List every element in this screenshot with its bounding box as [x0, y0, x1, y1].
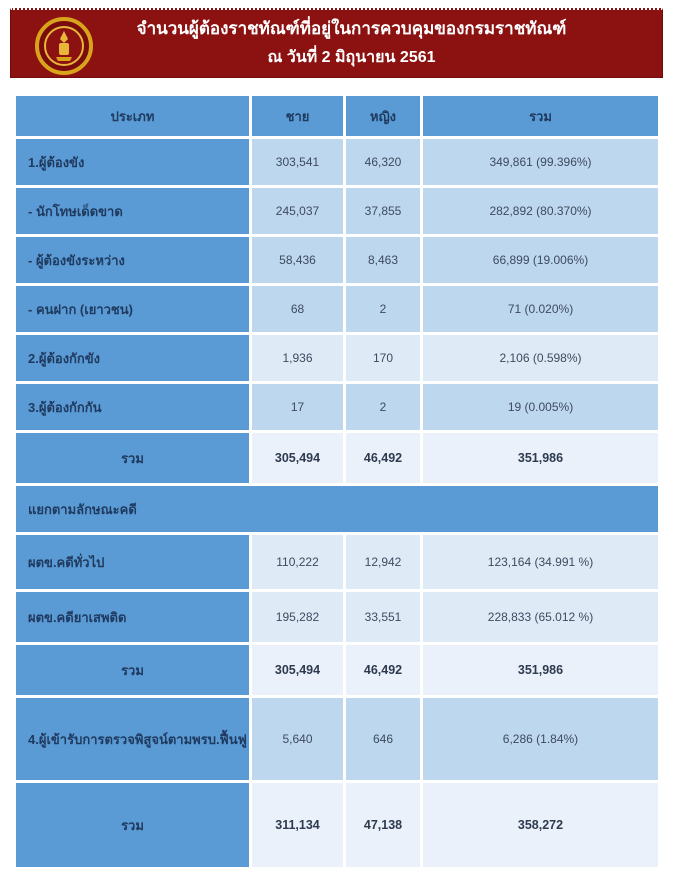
- prisoner-statistics-table: [16, 96, 658, 870]
- table-header-row: [16, 96, 658, 136]
- table-row: [16, 592, 658, 642]
- table-row: [16, 535, 658, 589]
- male-value: 305,494: [252, 645, 343, 695]
- male-value: 245,037: [252, 188, 343, 234]
- total-row-label: รวม: [16, 645, 249, 695]
- table-row: [16, 237, 658, 283]
- total-value: 123,164 (34.991 %): [423, 535, 658, 589]
- title-banner: [10, 8, 663, 78]
- total-value: 71 (0.020%): [423, 286, 658, 332]
- total-value: 6,286 (1.84%): [423, 698, 658, 780]
- male-value: 110,222: [252, 535, 343, 589]
- male-value: 311,134: [252, 783, 343, 867]
- female-value: 46,320: [346, 139, 420, 185]
- row-label: ผตข.คดีทั่วไป: [16, 535, 249, 589]
- total-value: 358,272: [423, 783, 658, 867]
- column-header-total: รวม: [423, 96, 658, 136]
- total-value: 66,899 (19.006%): [423, 237, 658, 283]
- female-value: 33,551: [346, 592, 420, 642]
- total-value: 2,106 (0.598%): [423, 335, 658, 381]
- section-band-case-type: แยกตามลักษณะคดี: [16, 486, 658, 532]
- page-title: [97, 16, 577, 70]
- table-row: [16, 188, 658, 234]
- table-row: [16, 698, 658, 780]
- female-value: 37,855: [346, 188, 420, 234]
- female-value: 46,492: [346, 433, 420, 483]
- row-label: 4.ผู้เข้ารับการตรวจพิสูจน์ตามพรบ.ฟื้นฟู: [16, 698, 249, 780]
- total-row-label: รวม: [16, 433, 249, 483]
- table-row: [16, 335, 658, 381]
- row-label: - คนฝาก (เยาวชน): [16, 286, 249, 332]
- department-of-corrections-seal-icon: [35, 17, 93, 75]
- column-header-male: ชาย: [252, 96, 343, 136]
- total-value: 228,833 (65.012 %): [423, 592, 658, 642]
- male-value: 1,936: [252, 335, 343, 381]
- male-value: 17: [252, 384, 343, 430]
- total-row-label: รวม: [16, 783, 249, 867]
- table-total-row: [16, 645, 658, 695]
- table-row: [16, 286, 658, 332]
- row-label: - ผู้ต้องขังระหว่าง: [16, 237, 249, 283]
- table-row: [16, 384, 658, 430]
- total-value: 351,986: [423, 433, 658, 483]
- female-value: 170: [346, 335, 420, 381]
- row-label: - นักโทษเด็ดขาด: [16, 188, 249, 234]
- column-header-female: หญิง: [346, 96, 420, 136]
- row-label: ผตข.คดียาเสพติด: [16, 592, 249, 642]
- row-label: 1.ผู้ต้องขัง: [16, 139, 249, 185]
- column-header-type: ประเภท: [16, 96, 249, 136]
- female-value: 47,138: [346, 783, 420, 867]
- page-title-line2: ณ วันที่ 2 มิถุนายน 2561: [267, 48, 436, 66]
- female-value: 46,492: [346, 645, 420, 695]
- female-value: 2: [346, 384, 420, 430]
- male-value: 303,541: [252, 139, 343, 185]
- total-value: 349,861 (99.396%): [423, 139, 658, 185]
- male-value: 195,282: [252, 592, 343, 642]
- row-label: 3.ผู้ต้องกักกัน: [16, 384, 249, 430]
- page-title-line1: จำนวนผู้ต้องราชทัณฑ์ที่อยู่ในการควบคุมของกรมราชทัณฑ์: [136, 19, 567, 39]
- male-value: 305,494: [252, 433, 343, 483]
- total-value: 351,986: [423, 645, 658, 695]
- row-label: 2.ผู้ต้องกักขัง: [16, 335, 249, 381]
- female-value: 12,942: [346, 535, 420, 589]
- male-value: 5,640: [252, 698, 343, 780]
- total-value: 19 (0.005%): [423, 384, 658, 430]
- female-value: 646: [346, 698, 420, 780]
- table-total-row: [16, 433, 658, 483]
- female-value: 2: [346, 286, 420, 332]
- male-value: 58,436: [252, 237, 343, 283]
- female-value: 8,463: [346, 237, 420, 283]
- table-row: [16, 139, 658, 185]
- table-grand-total-row: [16, 783, 658, 867]
- total-value: 282,892 (80.370%): [423, 188, 658, 234]
- male-value: 68: [252, 286, 343, 332]
